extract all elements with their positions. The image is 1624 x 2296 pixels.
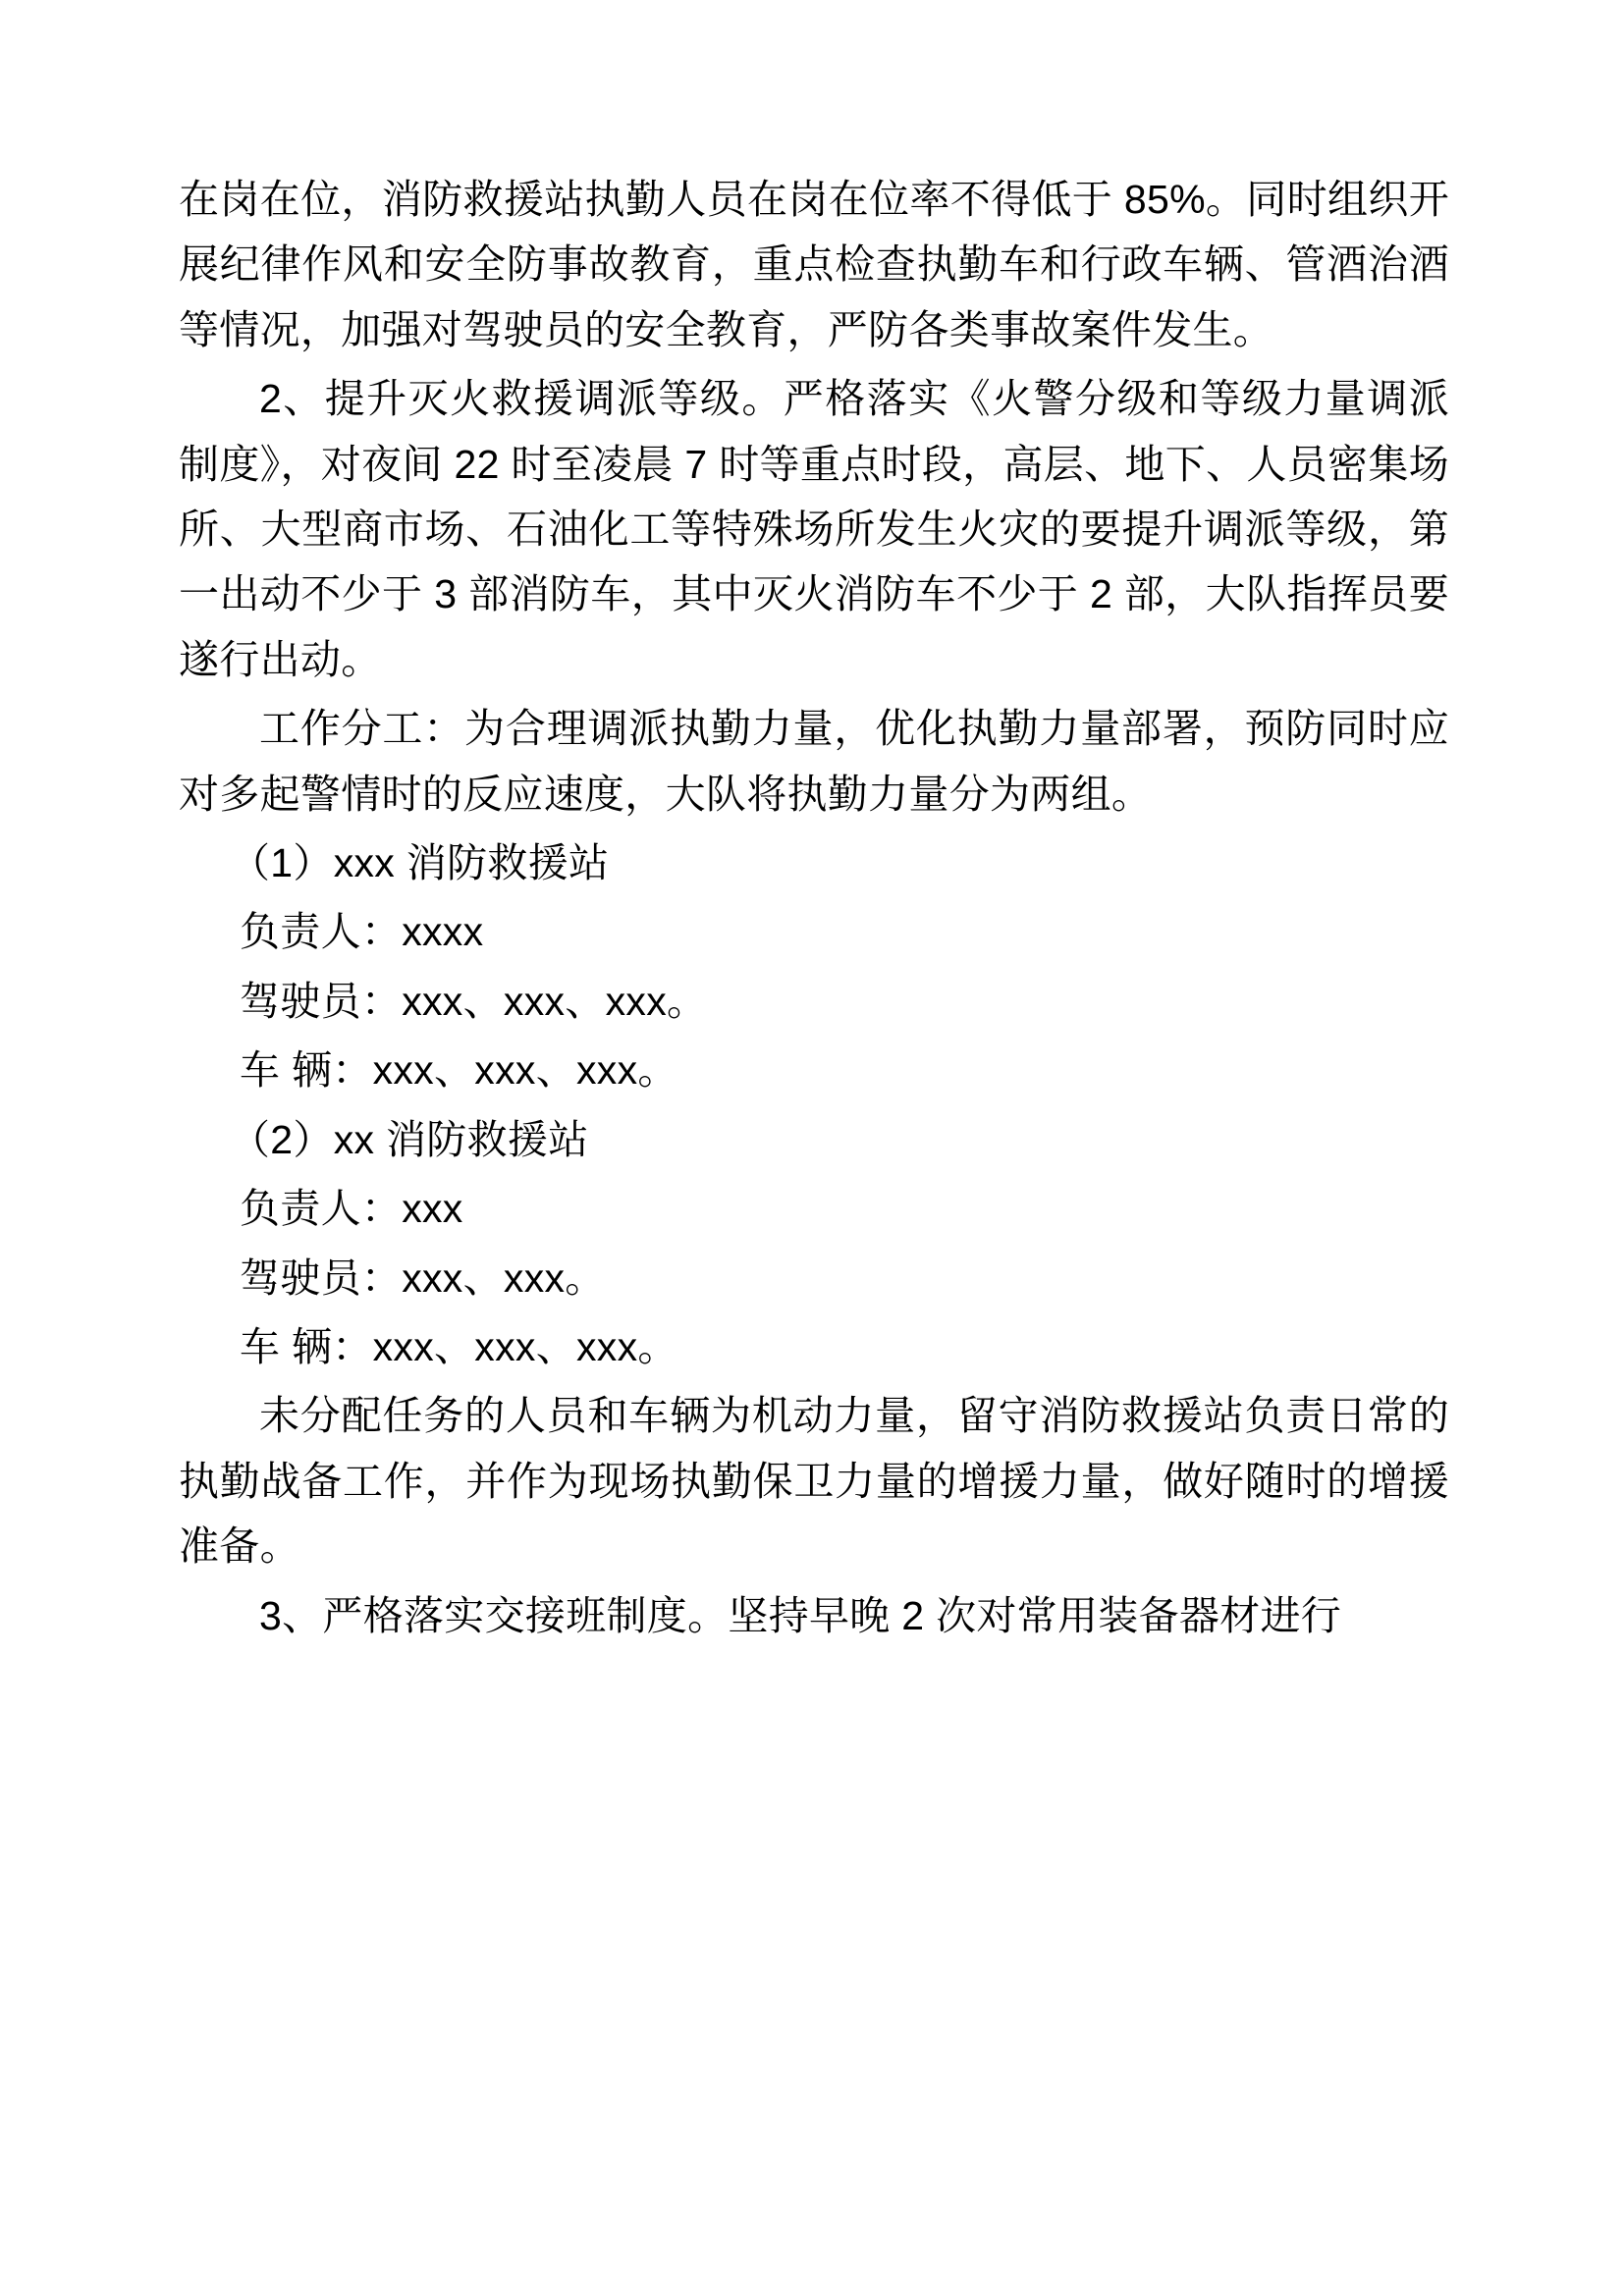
paragraph-station-1-drivers: 驾驶员：xxx、xxx、xxx。 bbox=[240, 978, 708, 1024]
paragraph-station-1-title: （1）xxx 消防救援站 bbox=[230, 840, 610, 886]
paragraph-station-2-leader: 负责人：xxx bbox=[240, 1186, 463, 1232]
paragraph-continued: 在岗在位，消防救援站执勤人员在岗在位率不得低于 85%。同时组织开展纪律作风和安全防事故教育，重点检查执勤车和行政车辆、管酒治酒等情况，加强对驾驶员的安全教育，严防各类事故案件发生。 bbox=[179, 177, 1449, 352]
paragraph-station-2-title: （2）xx 消防救援站 bbox=[230, 1116, 589, 1162]
paragraph-item-2: 2、提升灭火救援调派等级。严格落实《火警分级和等级力量调派制度》，对夜间 22 时至凌晨 7 时等重点时段，高层、地下、人员密集场所、大型商市场、石油化工等特殊场所发生火灾的要提升调派等级，第一出动不少于 3 部消防车，其中灭火消防车不少于 2 部，大队指挥员要遂行出动。 bbox=[179, 376, 1449, 682]
paragraph-station-2-drivers: 驾驶员：xxx、xxx。 bbox=[240, 1255, 606, 1301]
paragraph-item-3: 3、严格落实交接班制度。坚持早晚 2 次对常用装备器材进行 bbox=[259, 1592, 1342, 1638]
paragraph-division-of-work: 工作分工：为合理调派执勤力量，优化执勤力量部署，预防同时应对多起警情时的反应速度，大队将执勤力量分为两组。 bbox=[179, 706, 1449, 817]
paragraph-station-2-vehicles: 车 辆：xxx、xxx、xxx。 bbox=[240, 1323, 678, 1369]
paragraph-station-1-leader: 负责人：xxxx bbox=[240, 909, 484, 955]
paragraph-reserve-force: 未分配任务的人员和车辆为机动力量，留守消防救援站负责日常的执勤战备工作，并作为现场执勤保卫力量的增援力量，做好随时的增援准备。 bbox=[179, 1393, 1449, 1570]
document-body bbox=[179, 167, 1449, 1648]
paragraph-station-1-vehicles: 车 辆：xxx、xxx、xxx。 bbox=[240, 1047, 678, 1094]
